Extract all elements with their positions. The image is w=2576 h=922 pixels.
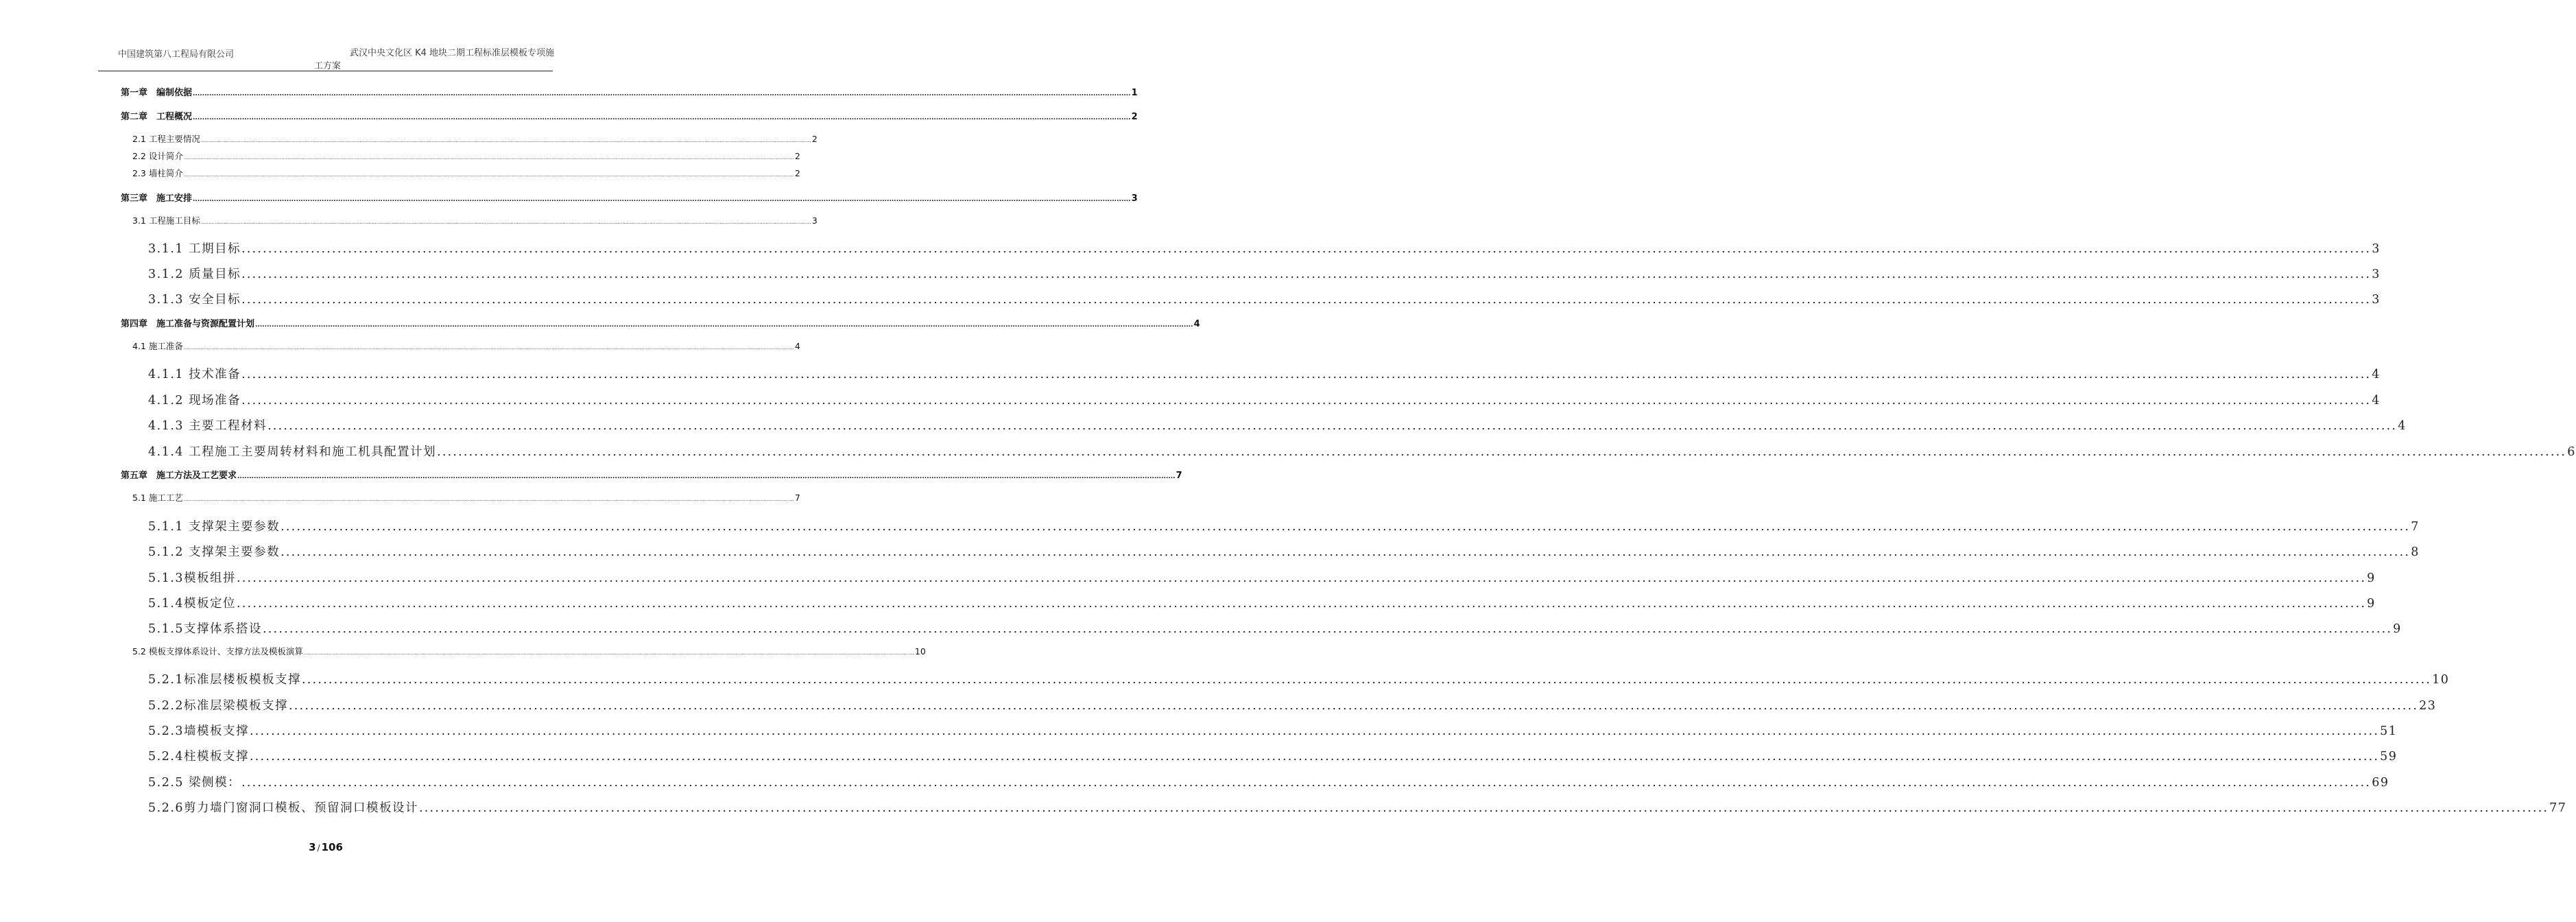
toc-entry-sub[interactable] xyxy=(148,569,2376,585)
toc-leader-dots: ................................................................................................................................................................................................................................................................................................................................................................................................................ xyxy=(263,622,2393,636)
toc-leader-dots: ................................................................................................................................................................................................................................................................................................................................................................................................................ xyxy=(193,196,1131,203)
toc-leader-dots: ................................................................................................................................................................................................................................................................................................................................................................................................................ xyxy=(241,776,2372,790)
toc-entry-title: 第四章 施工准备与资源配置计划 xyxy=(121,319,255,329)
toc-entry-page: 2 xyxy=(794,168,800,178)
toc-entry-title: 2.2 设计简介 xyxy=(132,151,183,161)
toc-entry-title: 第五章 施工方法及工艺要求 xyxy=(121,471,237,481)
page-number xyxy=(0,841,652,853)
toc-entry-page: 9 xyxy=(2367,597,2376,611)
toc-entry-page: 3 xyxy=(811,215,818,226)
toc-entry-page: 10 xyxy=(914,646,926,657)
toc-entry-sub[interactable] xyxy=(148,543,2420,559)
toc-leader-dots: ................................................................................................................................................................................................................................................................................................................................................................................................................ xyxy=(241,242,2372,256)
toc-entry-section[interactable] xyxy=(132,150,800,161)
toc-leader-dots: ................................................................................................................................................................................................................................................................................................................................................................................................................ xyxy=(302,673,2432,687)
page-current: 3 xyxy=(309,841,316,853)
toc-entry-title: 5.2.2标准层梁模板支撑 xyxy=(148,699,289,713)
toc-entry-page: 4 xyxy=(1193,319,1200,329)
toc-entry-title: 5.2.4柱模板支撑 xyxy=(148,750,250,764)
toc-leader-dots: ................................................................................................................................................................................................................................................................................................................................................................................................................ xyxy=(183,345,794,351)
toc-leader-dots: ................................................................................................................................................................................................................................................................................................................................................................................................................ xyxy=(250,724,2380,738)
toc-leader-dots: ................................................................................................................................................................................................................................................................................................................................................................................................................ xyxy=(281,545,2411,559)
toc-leader-dots: ................................................................................................................................................................................................................................................................................................................................................................................................................ xyxy=(289,699,2419,713)
toc-leader-dots: ................................................................................................................................................................................................................................................................................................................................................................................................................ xyxy=(419,801,2549,815)
toc-entry-sub[interactable] xyxy=(148,517,2420,534)
toc-entry-page: 1 xyxy=(1131,88,1138,98)
toc-entry-title: 第二章 工程概况 xyxy=(121,112,193,122)
toc-entry-sub[interactable] xyxy=(148,416,2407,433)
toc-entry-page: 8 xyxy=(2411,545,2420,559)
toc-entry-title: 第一章 编制依据 xyxy=(121,88,193,98)
toc-leader-dots: ................................................................................................................................................................................................................................................................................................................................................................................................................ xyxy=(200,138,811,143)
toc-leader-dots: ................................................................................................................................................................................................................................................................................................................................................................................................................ xyxy=(200,220,811,225)
toc-entry-section[interactable] xyxy=(132,645,926,657)
toc-entry-section[interactable] xyxy=(132,340,800,351)
toc-entry-page: 2 xyxy=(794,151,800,161)
toc-entry-sub[interactable] xyxy=(148,290,2381,307)
toc-entry-page: 59 xyxy=(2380,750,2398,764)
toc-entry-title: 5.1.2 支撑架主要参数 xyxy=(148,545,281,559)
toc-leader-dots: ................................................................................................................................................................................................................................................................................................................................................................................................................ xyxy=(183,172,794,178)
toc-leader-dots: ................................................................................................................................................................................................................................................................................................................................................................................................................ xyxy=(303,650,914,656)
toc-entry-sub[interactable] xyxy=(148,619,2402,636)
toc-entry-page: 7 xyxy=(2411,520,2420,534)
toc-entry-sub[interactable] xyxy=(148,747,2398,764)
toc-entry-page: 10 xyxy=(2432,673,2450,687)
toc-entry-sub[interactable] xyxy=(148,594,2376,611)
toc-entry-title: 4.1.3 主要工程材料 xyxy=(148,419,267,433)
toc-leader-dots: ................................................................................................................................................................................................................................................................................................................................................................................................................ xyxy=(237,571,2367,585)
toc-entry-page: 69 xyxy=(2372,776,2389,790)
toc-entry-title: 5.2.5 梁侧模： xyxy=(148,776,241,790)
toc-leader-dots: ................................................................................................................................................................................................................................................................................................................................................................................................................ xyxy=(255,322,1193,329)
toc-entry-sub[interactable] xyxy=(148,442,2576,459)
toc-entry-title: 2.3 墙柱简介 xyxy=(132,168,183,178)
toc-entry-page: 3 xyxy=(2372,268,2381,281)
toc-entry-sub[interactable] xyxy=(148,391,2381,407)
toc-entry-section[interactable] xyxy=(132,132,818,144)
toc-entry-title: 5.1.3模板组拼 xyxy=(148,571,237,585)
toc-entry-page: 3 xyxy=(2372,293,2381,307)
toc-entry-title: 4.1.4 工程施工主要周转材料和施工机具配置计划 xyxy=(148,445,437,459)
toc-entry-chapter[interactable] xyxy=(121,316,1200,329)
toc-entry-sub[interactable] xyxy=(148,670,2450,687)
toc-leader-dots: ................................................................................................................................................................................................................................................................................................................................................................................................................ xyxy=(241,268,2372,281)
toc-entry-page: 4 xyxy=(794,341,800,351)
toc-entry-sub[interactable] xyxy=(148,239,2381,256)
toc-leader-dots: ................................................................................................................................................................................................................................................................................................................................................................................................................ xyxy=(241,394,2372,407)
toc-entry-page: 77 xyxy=(2549,801,2567,815)
toc-entry-sub[interactable] xyxy=(148,696,2437,713)
toc-leader-dots: ................................................................................................................................................................................................................................................................................................................................................................................................................ xyxy=(183,155,794,161)
toc-entry-title: 5.1 施工工艺 xyxy=(132,493,183,503)
toc-leader-dots: ................................................................................................................................................................................................................................................................................................................................................................................................................ xyxy=(281,520,2411,534)
toc-entry-sub[interactable] xyxy=(148,365,2381,381)
toc-entry-title: 2.1 工程主要情况 xyxy=(132,134,200,144)
toc-leader-dots: ................................................................................................................................................................................................................................................................................................................................................................................................................ xyxy=(250,750,2380,764)
header-company: 中国建筑第八工程局有限公司 xyxy=(118,49,235,60)
toc-entry-section[interactable] xyxy=(132,214,818,226)
toc-entry-title: 4.1.2 现场准备 xyxy=(148,394,241,407)
toc-entry-title: 5.1.1 支撑架主要参数 xyxy=(148,520,281,534)
toc-entry-title: 5.2.1标准层楼板模板支撑 xyxy=(148,673,302,687)
toc-leader-dots: ................................................................................................................................................................................................................................................................................................................................................................................................................ xyxy=(183,497,794,502)
toc-entry-sub[interactable] xyxy=(148,722,2398,738)
toc-entry-sub[interactable] xyxy=(148,799,2567,815)
toc-entry-title: 5.2 模板支撑体系设计、支撑方法及模板演算 xyxy=(132,646,303,657)
toc-entry-chapter[interactable] xyxy=(121,85,1138,98)
toc-leader-dots: ................................................................................................................................................................................................................................................................................................................................................................................................................ xyxy=(241,368,2372,381)
toc-entry-title: 5.1.4模板定位 xyxy=(148,597,237,611)
toc-entry-title: 5.1.5支撑体系搭设 xyxy=(148,622,263,636)
toc-leader-dots: ................................................................................................................................................................................................................................................................................................................................................................................................................ xyxy=(237,597,2367,611)
toc-entry-page: 51 xyxy=(2380,724,2398,738)
toc-entry-chapter[interactable] xyxy=(121,468,1182,481)
toc-leader-dots: ................................................................................................................................................................................................................................................................................................................................................................................................................ xyxy=(241,293,2372,307)
toc-entry-section[interactable] xyxy=(132,167,800,178)
header-project-title xyxy=(314,47,554,73)
toc-entry-title: 5.2.3墙模板支撑 xyxy=(148,724,250,738)
toc-entry-page: 3 xyxy=(1131,193,1138,204)
toc-entry-title: 3.1.1 工期目标 xyxy=(148,242,241,256)
toc-entry-page: 23 xyxy=(2419,699,2437,713)
toc-leader-dots: ................................................................................................................................................................................................................................................................................................................................................................................................................ xyxy=(193,115,1131,121)
toc-entry-title: 3.1.3 安全目标 xyxy=(148,293,241,307)
toc-entry-title: 3.1 工程施工目标 xyxy=(132,215,200,226)
toc-entry-page: 6 xyxy=(2567,445,2576,459)
toc-entry-page: 9 xyxy=(2367,571,2376,585)
toc-entry-page: 4 xyxy=(2372,394,2381,407)
toc-entry-page: 2 xyxy=(1131,112,1138,122)
toc-leader-dots: ................................................................................................................................................................................................................................................................................................................................................................................................................ xyxy=(193,91,1131,97)
toc-entry-title: 3.1.2 质量目标 xyxy=(148,268,241,281)
page-total: 106 xyxy=(321,841,343,853)
toc-entry-page: 7 xyxy=(1176,471,1182,481)
toc-entry-page: 4 xyxy=(2398,419,2407,433)
toc-entry-page: 7 xyxy=(794,493,800,503)
toc-leader-dots: ................................................................................................................................................................................................................................................................................................................................................................................................................ xyxy=(237,473,1176,480)
page-separator: / xyxy=(317,843,320,853)
toc-entry-title: 第三章 施工安排 xyxy=(121,193,193,204)
toc-leader-dots: ................................................................................................................................................................................................................................................................................................................................................................................................................ xyxy=(437,445,2567,459)
toc-entry-page: 4 xyxy=(2372,368,2381,381)
toc-entry-section[interactable] xyxy=(132,491,800,503)
toc-entry-chapter[interactable] xyxy=(121,191,1138,204)
toc-entry-sub[interactable] xyxy=(148,773,2389,790)
toc-entry-chapter[interactable] xyxy=(121,109,1138,122)
toc-entry-page: 2 xyxy=(811,134,818,144)
toc-entry-title: 4.1.1 技术准备 xyxy=(148,368,241,381)
header-project-title-line1: 武汉中央文化区 K4 地块二期工程标准层模板专项施 xyxy=(349,48,554,58)
toc-entry-title: 5.2.6剪力墙门窗洞口模板、预留洞口模板设计 xyxy=(148,801,419,815)
toc-leader-dots: ................................................................................................................................................................................................................................................................................................................................................................................................................ xyxy=(267,419,2398,433)
toc-entry-sub[interactable] xyxy=(148,265,2381,281)
toc-entry-page: 9 xyxy=(2393,622,2402,636)
header-project-title-line2: 工方案 xyxy=(314,61,342,71)
toc-entry-title: 4.1 施工准备 xyxy=(132,341,183,351)
toc-entry-page: 3 xyxy=(2372,242,2381,256)
